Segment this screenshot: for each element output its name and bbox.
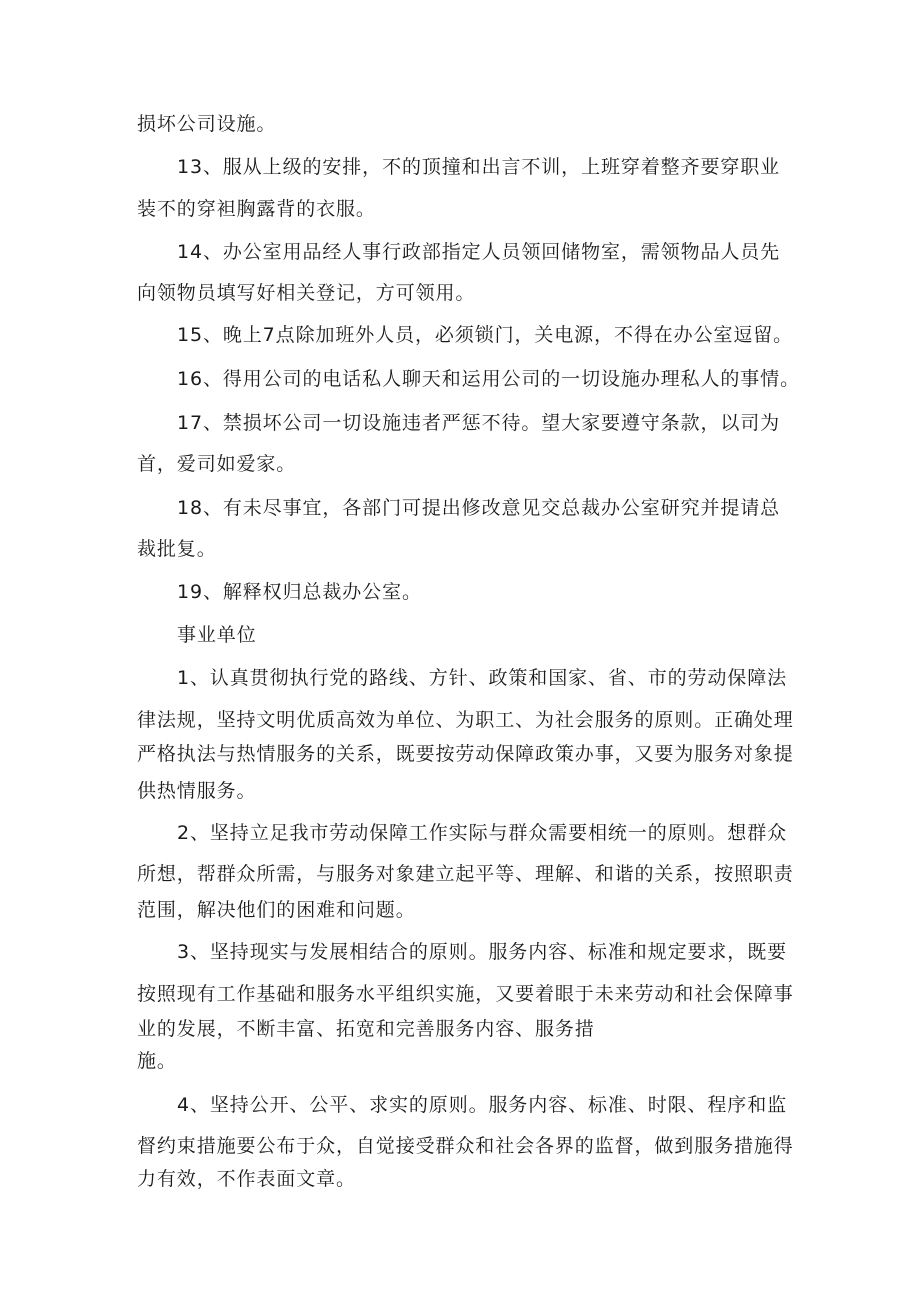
text-line: 按照现有工作基础和服务水平组织实施，又要着眼于未来劳动和社会保障事 bbox=[137, 983, 794, 1005]
text-line: 13、服从上级的安排，不的顶撞和出言不训，上班穿着整齐要穿职业 bbox=[177, 156, 781, 178]
text-line: 所想，帮群众所需，与服务对象建立起平等、理解、和谐的关系，按照职责 bbox=[137, 863, 794, 885]
text-line: 16、得用公司的电话私人聊天和运用公司的一切设施办理私人的事情。 bbox=[177, 368, 800, 390]
text-line: 14、办公室用品经人事行政部指定人员领回储物室，需领物品人员先 bbox=[177, 241, 781, 263]
text-line: 力有效，不作表面文章。 bbox=[137, 1168, 356, 1190]
text-line: 业的发展，不断丰富、拓宽和完善服务内容、服务措 bbox=[137, 1018, 595, 1040]
text-line: 首，爱司如爱家。 bbox=[137, 453, 297, 475]
text-line: 17、禁损坏公司一切设施违者严惩不待。望大家要遵守条款，以司为 bbox=[177, 412, 781, 434]
text-line: 裁批复。 bbox=[137, 538, 217, 560]
text-line: 向领物员填写好相关登记，方可领用。 bbox=[137, 282, 476, 304]
text-line: 1、认真贯彻执行党的路线、方针、政策和国家、省、市的劳动保障法 bbox=[177, 667, 787, 689]
text-line: 律法规，坚持文明优质高效为单位、为职工、为社会服务的原则。正确处理 bbox=[137, 709, 794, 731]
text-line: 4、坚持公开、公平、求实的原则。服务内容、标准、时限、程序和监 bbox=[177, 1094, 787, 1116]
text-line: 损坏公司设施。 bbox=[137, 113, 277, 135]
text-line: 2、坚持立足我市劳动保障工作实际与群众需要相统一的原则。想群众 bbox=[177, 822, 787, 844]
text-line: 督约束措施要公布于众，自觉接受群众和社会各界的监督，做到服务措施得 bbox=[137, 1135, 794, 1157]
text-line: 19、解释权归总裁办公室。 bbox=[177, 581, 422, 603]
text-line: 施。 bbox=[137, 1050, 177, 1072]
section-heading: 事业单位 bbox=[177, 624, 257, 646]
text-line: 15、晚上7点除加班外人员，必须锁门，关电源，不得在办公室逗留。 bbox=[177, 324, 794, 346]
text-line: 3、坚持现实与发展相结合的原则。服务内容、标准和规定要求，既要 bbox=[177, 941, 787, 963]
text-line: 供热情服务。 bbox=[137, 780, 257, 802]
text-line: 装不的穿袒胸露背的衣服。 bbox=[137, 198, 376, 220]
text-line: 严格执法与热情服务的关系，既要按劳动保障政策办事，又要为服务对象提 bbox=[137, 743, 794, 765]
text-line: 范围，解决他们的困难和问题。 bbox=[137, 899, 416, 921]
text-line: 18、有未尽事宜，各部门可提出修改意见交总裁办公室研究并提请总 bbox=[177, 497, 781, 519]
